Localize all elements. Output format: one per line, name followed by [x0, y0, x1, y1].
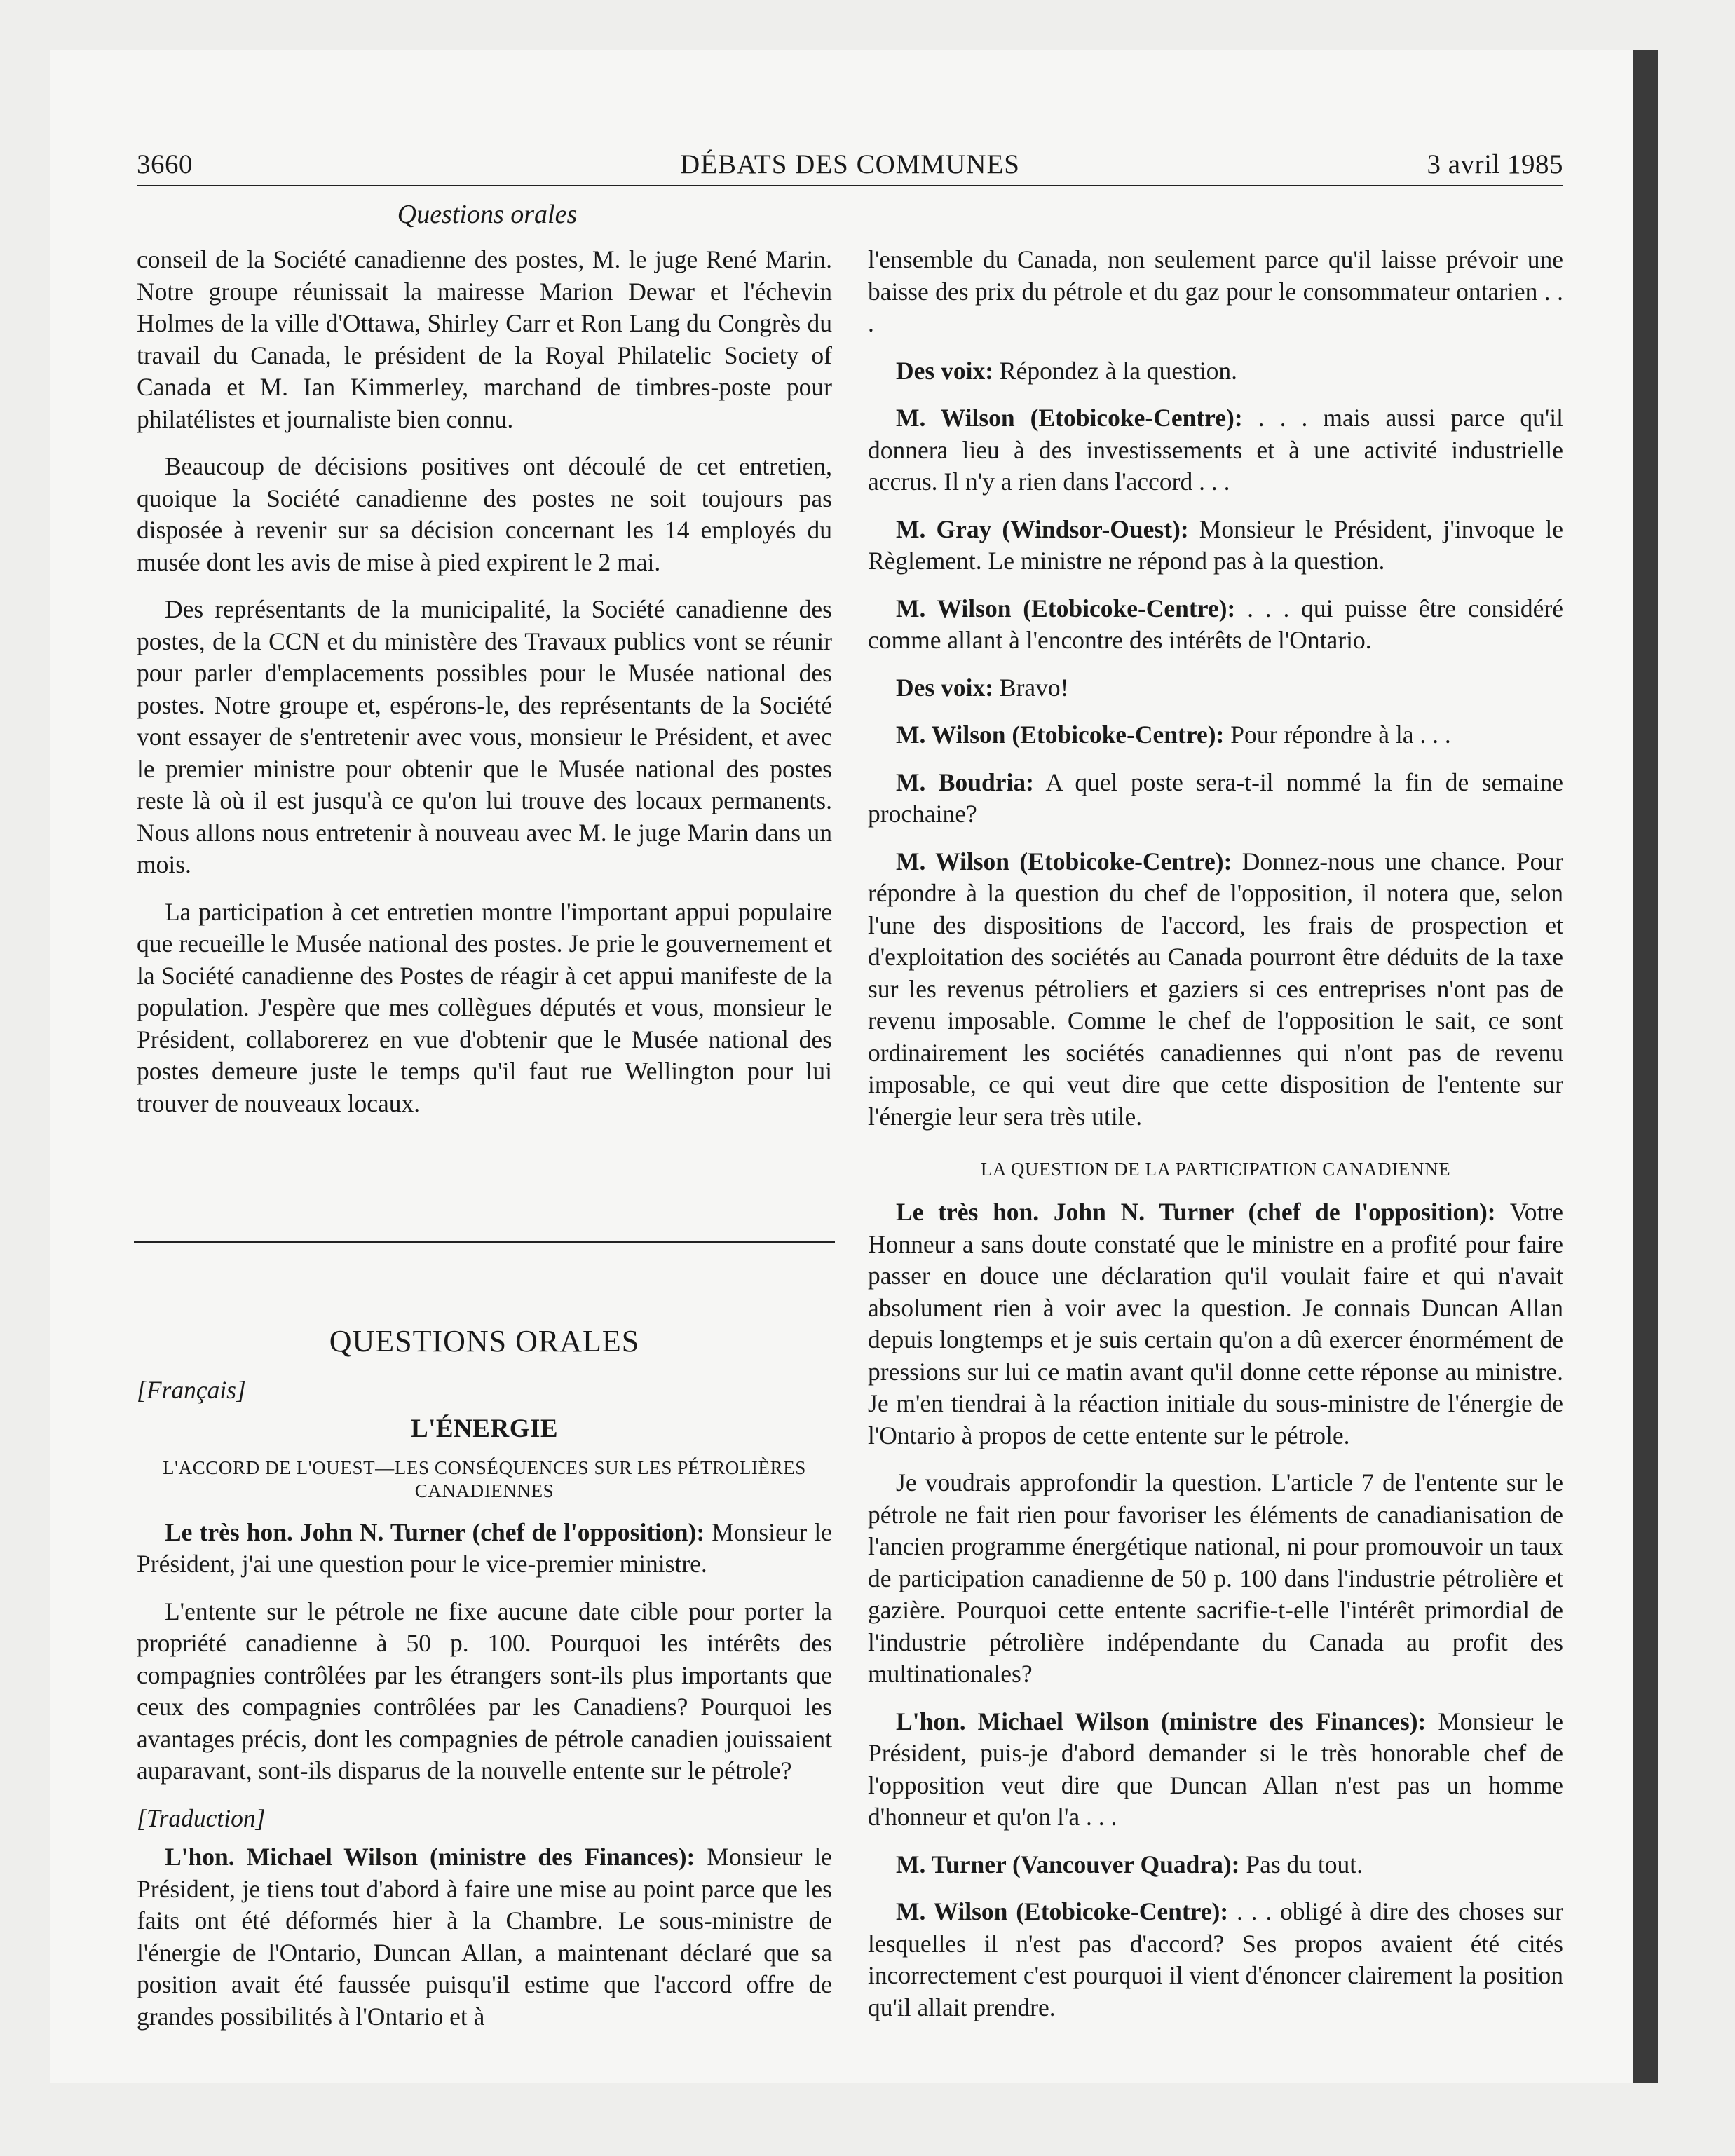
paragraph: L'entente sur le pétrole ne fixe aucune date cible pour porter la propriété canadienne à 50 p. 100. Pourquoi les intérêts des compagnies contrôlées par les étrangers sont-ils plus importants que ceux des compagnies contrôlées par les Canadiens? Pourquoi les avantages précis, dont les compagnies de pétrole canadien jouissaient auparavant, sont-ils disparus de la nouvelle entente sur le pétrole?	[137, 1597, 832, 1785]
speech-text: Donnez-nous une chance. Pour répondre à la question du chef de l'opposition, il notera que, selon l'une des dispositions de l'accord, les frais de prospection et d'exploitation des sociétés au Canada pourront être déduits de la taxe sur les revenus pétroliers et gaziers si ces entreprises n'ont pas de revenu imposable. Comme le chef de l'opposition le sait, ce sont ordinairement les sociétés canadiennes qui n'ont pas de revenu imposable, ce qui veut dire que cette disposition de l'entente sur l'énergie leur sera très utile.	[868, 847, 1563, 1131]
right-column	[868, 244, 1563, 2039]
page-number: 3660	[137, 149, 193, 179]
journal-title: DÉBATS DES COMMUNES	[680, 149, 1020, 179]
paragraph: Je voudrais approfondir la question. L'article 7 de l'entente sur le pétrole ne fait rien pour favoriser les éléments de canadianisation de l'ancien programme énergétique national, ni pour promouvoir un taux de participation canadienne de 50 p. 100 dans l'industrie pétrolière et gazière. Pourquoi cette entente sacrifie-t-elle l'intérêt primordial de l'industrie pétrolière indépendante du Canada au profit des multinationales?	[868, 1468, 1563, 1688]
language-tag: [Français]	[137, 1375, 246, 1404]
speech-paragraph	[868, 355, 1563, 388]
speech-text: Monsieur le Président, j'ai une question pour le vice-premier ministre.	[137, 1517, 832, 1578]
paragraph: l'ensemble du Canada, non seulement parce qu'il laisse prévoir une baisse des prix du pétrole et du gaz pour le consommateur ontarien . . .	[868, 245, 1563, 337]
running-head: Questions orales	[397, 200, 578, 229]
speech-paragraph	[137, 1841, 832, 2033]
speech-text: A quel poste sera-t-il nommé la fin de semaine prochaine?	[868, 767, 1563, 828]
speaker-name: M. Wilson (Etobicoke-Centre):	[896, 594, 1236, 622]
issue-date: 3 avril 1985	[1427, 149, 1563, 179]
speech-text: . . . obligé à dire des choses sur lesquelles il n'est pas d'accord? Ses propos avaient été cités incorrectement c'est pourquoi il vient d'énoncer clairement la position qu'il allait prendre.	[868, 1897, 1563, 2021]
scan-edge-bar	[1633, 50, 1658, 2083]
speaker-name: M. Wilson (Etobicoke-Centre):	[896, 847, 1232, 875]
speech-paragraph	[868, 719, 1563, 751]
speech-paragraph	[868, 593, 1563, 657]
speaker-name: L'hon. Michael Wilson (ministre des Finances):	[165, 1843, 695, 1871]
speech-paragraph	[868, 846, 1563, 1133]
speech-text: Votre Honneur a sans doute constaté que le ministre en a profité pour faire passer en douce une déclaration qu'il voulait faire et qui n'avait absolument rien à voir avec la question. Je connais Duncan Allan depuis longtemps et je suis certain qu'on a dû exercer énormément de pressions sur lui ce matin avant qu'il donne cette réponse au ministre. Je m'en tiendrai à la réaction initiale du sous-ministre de l'énergie de l'Ontario à propos de cette entente sur le pétrole.	[868, 1198, 1563, 1449]
speaker-name: M. Wilson (Etobicoke-Centre):	[896, 1897, 1229, 1925]
left-column	[137, 244, 832, 2048]
speech-paragraph	[868, 1849, 1563, 1881]
speech-text: Pas du tout.	[1239, 1850, 1363, 1878]
section-title: QUESTIONS ORALES	[329, 1324, 640, 1358]
speech-text: Monsieur le Président, puis-je d'abord demander si le très honorable chef de l'opposition veut dire que Duncan Allan n'est pas un homme d'honneur et qu'on l'a . . .	[868, 1707, 1563, 1831]
speech-text: Monsieur le Président, j'invoque le Règlement. Le ministre ne répond pas à la question.	[868, 514, 1563, 575]
subject-heading: L'ÉNERGIE	[410, 1414, 559, 1443]
speaker-name: L'hon. Michael Wilson (ministre des Finances):	[896, 1707, 1427, 1735]
paragraph: La participation à cet entretien montre l'important appui populaire que recueille le Musée national des postes. Je prie le gouvernement et la Société canadienne des Postes de réagir à cet appui manifeste de la population. J'espère que mes collègues députés et vous, monsieur le Président, collaborerez en vue d'obtenir que le Musée national des postes demeure juste le temps qu'il faut rue Wellington pour lui trouver de nouveaux locaux.	[137, 897, 832, 1117]
topic-heading: LA QUESTION DE LA PARTICIPATION CANADIENNE	[980, 1159, 1451, 1180]
speaker-name: Le très hon. John N. Turner (chef de l'opposition):	[165, 1517, 705, 1546]
speech-paragraph	[868, 514, 1563, 578]
speech-paragraph	[868, 1196, 1563, 1452]
speech-paragraph	[868, 672, 1563, 704]
paragraph: Des représentants de la municipalité, la Société canadienne des postes, de la CCN et du ministère des Travaux publics vont se réunir pour parler d'emplacements possibles pour le Musée national des postes. Notre groupe et, espérons-le, des représentants de la Société vont essayer de s'entretenir avec vous, monsieur le Président, et avec le premier ministre pour obtenir que le Musée national des postes reste là où il est jusqu'à ce qu'on lui trouve des locaux permanents. Nous allons nous entretenir à nouveau avec M. le juge Marin dans un mois.	[137, 595, 832, 878]
speaker-name: M. Gray (Windsor-Ouest):	[896, 514, 1189, 543]
speaker-name: M. Wilson (Etobicoke-Centre):	[896, 721, 1225, 749]
paragraph: conseil de la Société canadienne des postes, M. le juge René Marin. Notre groupe réunissait la mairesse Marion Dewar et l'échevin Holmes de la ville d'Ottawa, Shirley Carr et Ron Lang du Congrès du travail du Canada, le président de la Royal Philatelic Society of Canada et M. Ian Kimmerley, marchand de timbres-poste pour philatélistes et journaliste bien connu.	[137, 245, 832, 433]
speech-text: Bravo!	[993, 673, 1069, 702]
speaker-name: Le très hon. John N. Turner (chef de l'opposition):	[896, 1198, 1496, 1226]
speaker-name: Des voix:	[896, 673, 994, 702]
speech-paragraph	[137, 1517, 832, 1581]
section-divider	[134, 1241, 835, 1243]
speech-text: Pour répondre à la . . .	[1224, 721, 1451, 749]
speech-text: . . . qui puisse être considéré comme allant à l'encontre des intérêts de l'Ontario.	[868, 594, 1563, 654]
speech-paragraph	[868, 1706, 1563, 1834]
speech-paragraph	[868, 767, 1563, 831]
speech-text: Répondez à la question.	[993, 356, 1238, 385]
speech-paragraph	[868, 402, 1563, 498]
speaker-name: M. Boudria:	[896, 767, 1034, 796]
page-header	[137, 144, 1563, 186]
speaker-name: M. Wilson (Etobicoke-Centre):	[896, 404, 1243, 432]
speech-text: . . . mais aussi parce qu'il donnera lieu à des investissements et à une activité industrielle accrus. Il n'y a rien dans l'accord . . .	[868, 404, 1563, 496]
topic-heading: L'ACCORD DE L'OUEST—LES CONSÉQUENCES SUR LES PÉTROLIÈRES CANADIENNES	[163, 1456, 806, 1501]
speech-paragraph	[868, 1896, 1563, 2024]
speaker-name: Des voix:	[896, 356, 994, 385]
speech-text: Monsieur le Président, je tiens tout d'abord à faire une mise au point parce que les faits ont été déformés hier à la Chambre. Le sous-ministre de l'énergie de l'Ontario, Duncan Allan, a maintenant déclaré que sa position avait été faussée puisqu'il estime que l'accord offre de grandes possibilités à l'Ontario et à	[137, 1843, 832, 2031]
speaker-name: M. Turner (Vancouver Quadra):	[896, 1850, 1240, 1878]
paragraph: Beaucoup de décisions positives ont découlé de cet entretien, quoique la Société canadienne des postes ne soit toujours pas disposée à revenir sur sa décision concernant les 14 employés du musée dont les avis de mise à pied expirent le 2 mai.	[137, 452, 832, 576]
language-tag: [Traduction]	[137, 1803, 266, 1832]
